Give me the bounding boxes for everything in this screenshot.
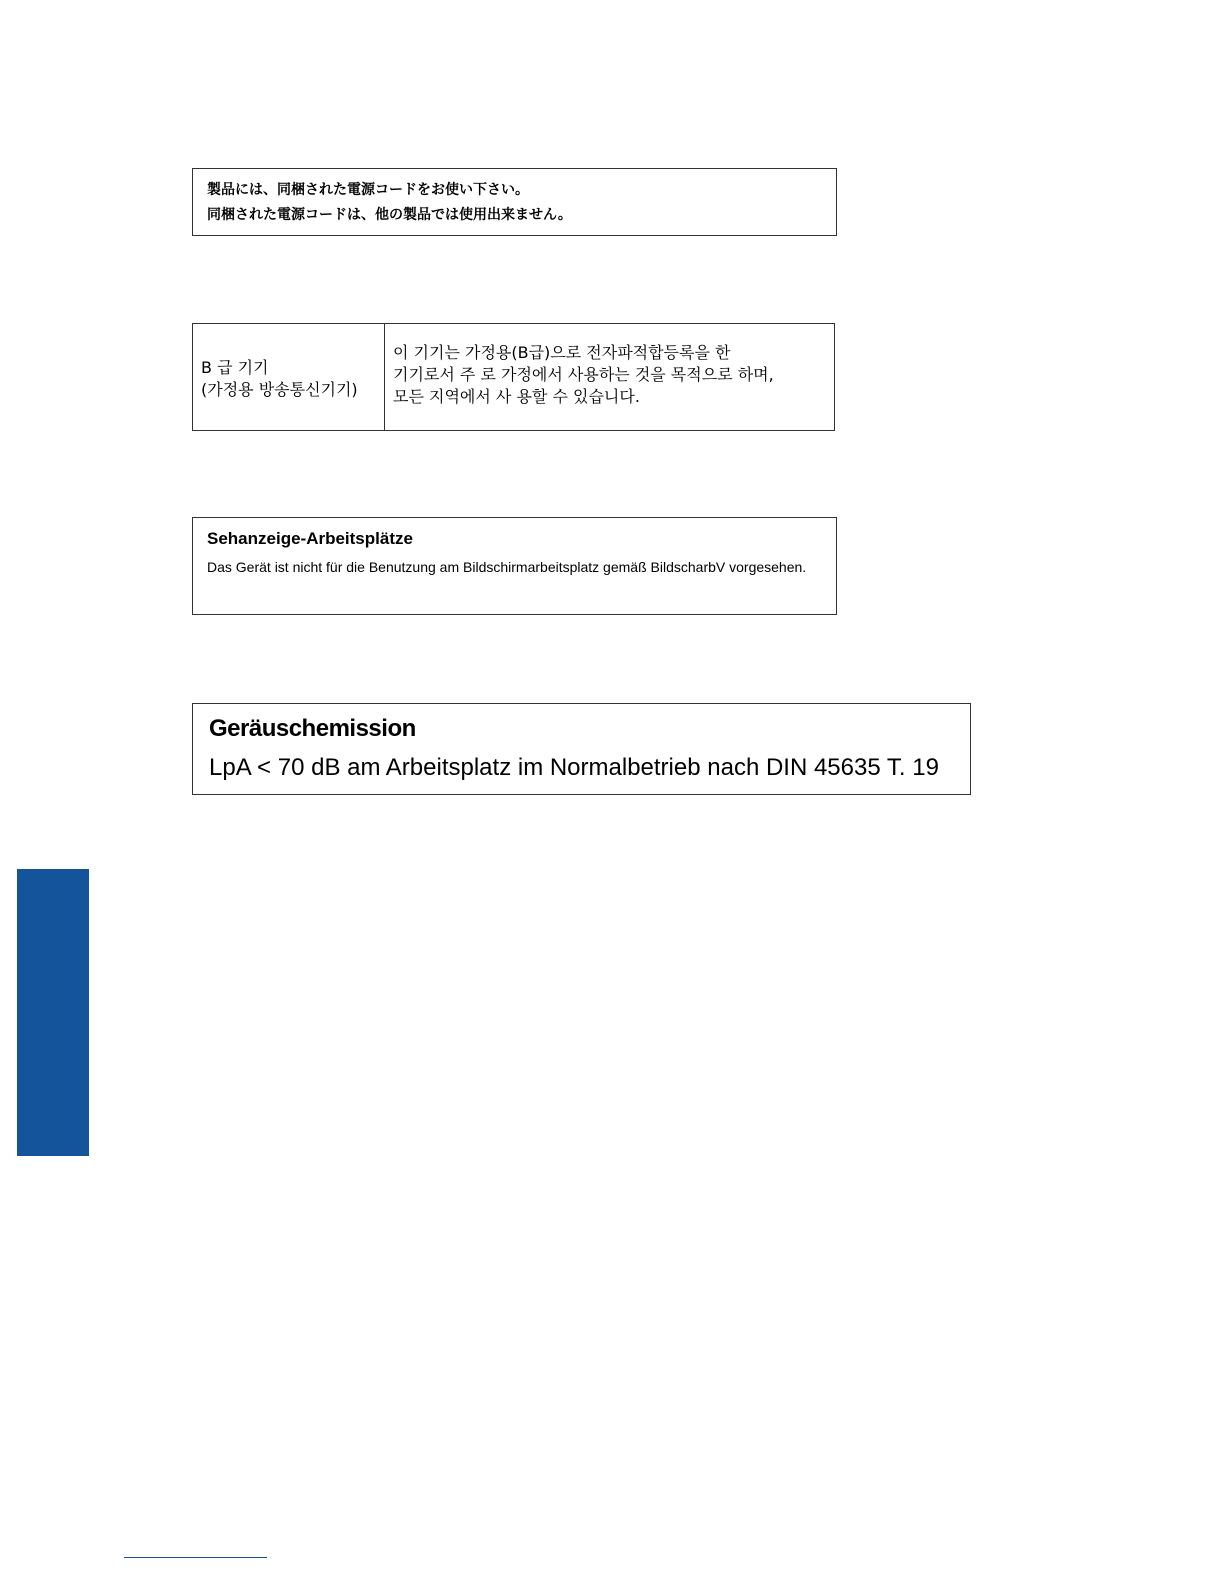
display-notice-body: Das Gerät ist nicht für die Benutzung am Bildschirmarbeitsplatz gemäß BildscharbV vorgesehen.: [207, 559, 807, 575]
korea-statement-cell: [385, 324, 834, 430]
korea-class-label-line-1: B 급 기기: [201, 358, 269, 377]
korea-class-label-cell: [193, 324, 385, 430]
footer-rule: [124, 1557, 267, 1558]
korea-statement-line-1: 이 기기는 가정용(B급)으로 전자파적합등록을 한: [393, 343, 731, 362]
chapter-side-tab: [17, 869, 89, 1156]
japan-notice-line-1: 製品には、同梱された電源コードをお使い下さい。: [207, 182, 529, 198]
noise-notice-title: Geräuschemission: [209, 715, 416, 742]
korea-class-b-notice: [192, 323, 835, 431]
noise-emission-notice: [192, 703, 971, 795]
japan-notice-line-2: 同梱された電源コードは、他の製品では使用出来ません。: [207, 207, 572, 223]
noise-notice-body: LpA < 70 dB am Arbeitsplatz im Normalbetrieb nach DIN 45635 T. 19: [209, 754, 939, 781]
japan-power-cord-notice: [192, 168, 837, 236]
korea-statement-line-3: 모든 지역에서 사 용할 수 있습니다.: [393, 387, 640, 406]
germany-display-workstation-notice: [192, 517, 837, 615]
korea-statement-line-2: 기기로서 주 로 가정에서 사용하는 것을 목적으로 하며,: [393, 365, 774, 384]
display-notice-title: Sehanzeige-Arbeitsplätze: [207, 529, 413, 548]
korea-class-label-line-2: (가정용 방송통신기기): [201, 380, 358, 399]
